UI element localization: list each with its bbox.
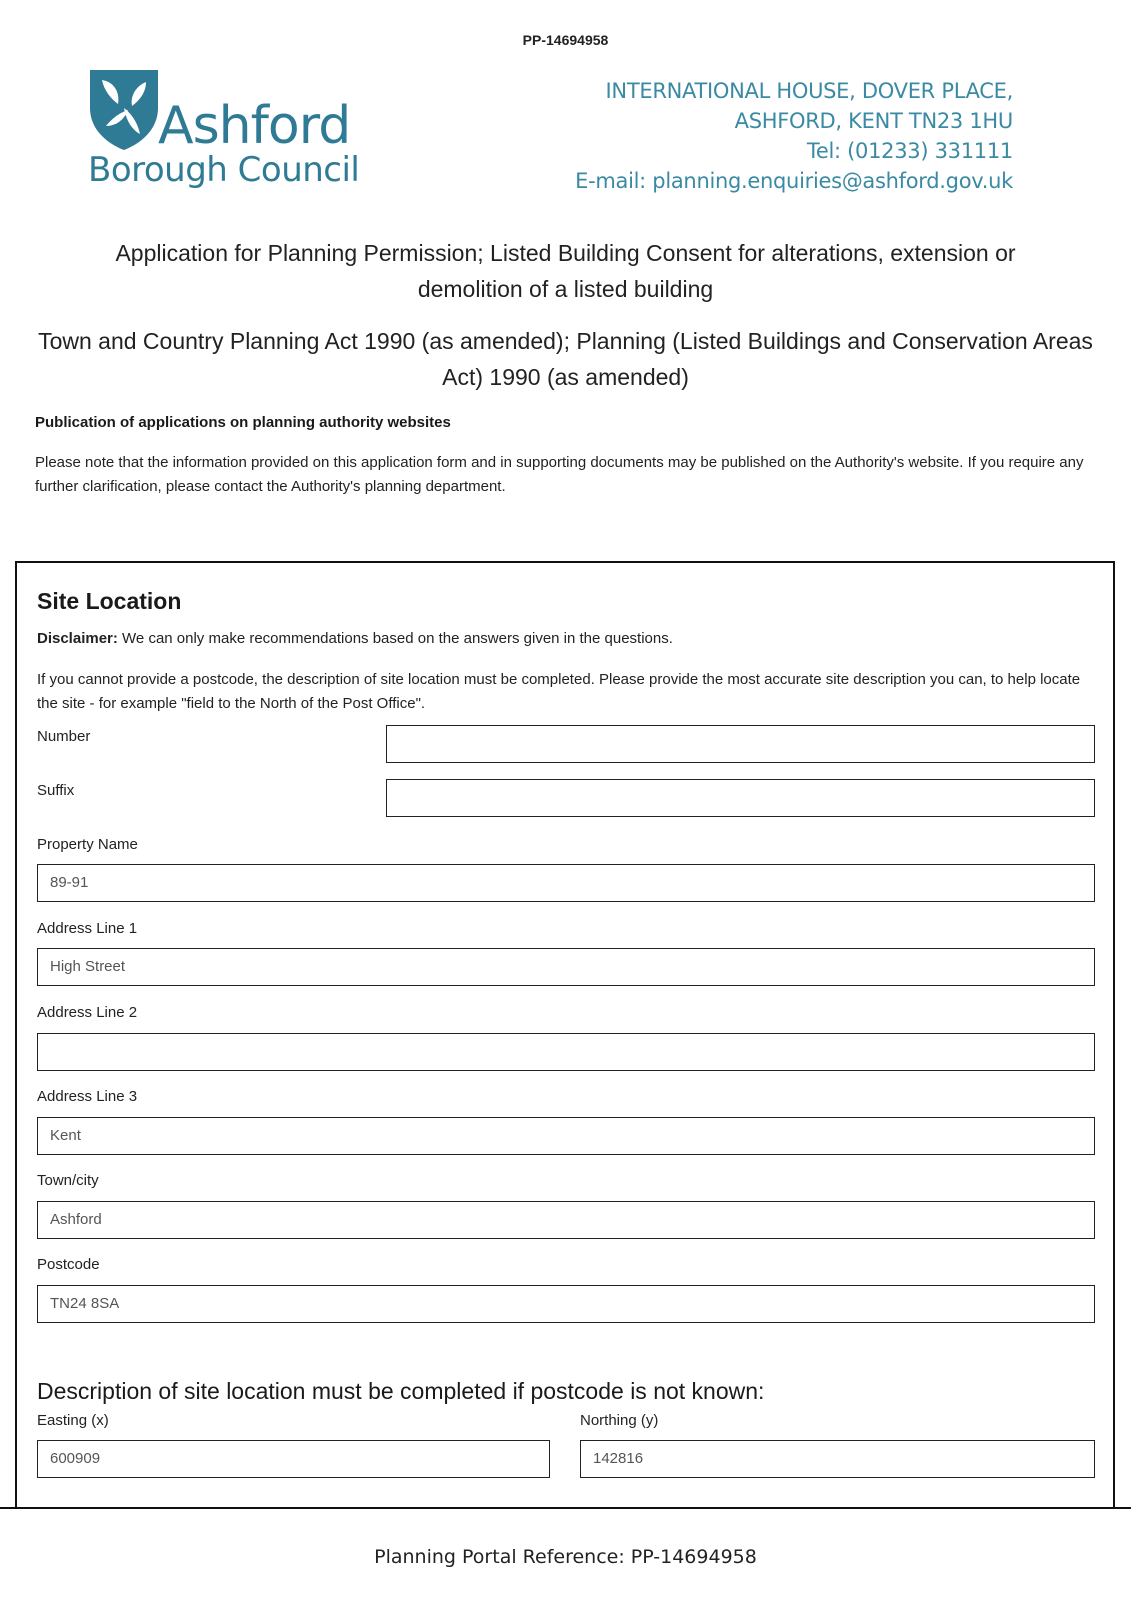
email: E-mail: planning.enquiries@ashford.gov.uk <box>575 169 1013 193</box>
acts-title: Town and Country Planning Act 1990 (as amended); Planning (Listed Buildings and Conservation Areas Act) 1990 (as amended) <box>38 328 1093 390</box>
suffix-field[interactable] <box>386 779 1095 817</box>
logo-subtitle: Borough Council <box>88 150 360 190</box>
address-line-1: INTERNATIONAL HOUSE, DOVER PLACE, <box>605 79 1013 103</box>
postcode-field[interactable]: TN24 8SA <box>37 1285 1095 1323</box>
disclaimer-label: Disclaimer: <box>37 630 118 647</box>
section-bottom-rule <box>0 1507 1131 1509</box>
disclaimer <box>37 630 673 647</box>
application-title: Application for Planning Permission; Listed Building Consent for alterations, extension or demolition of a listed building <box>115 240 1016 302</box>
telephone: Tel: (01233) 331111 <box>806 139 1013 163</box>
instruction-text: If you cannot provide a postcode, the description of site location must be completed. Please provide the most accurate site description you can, to help locate the site - for example "field to the North of the Post Office". <box>37 671 1081 712</box>
easting-label: Easting (x) <box>37 1412 109 1429</box>
contact-block <box>575 76 1013 196</box>
suffix-label: Suffix <box>37 782 75 799</box>
northing-field[interactable]: 142816 <box>580 1440 1095 1478</box>
town-field[interactable]: Ashford <box>37 1201 1095 1239</box>
address-line-2-field[interactable] <box>37 1033 1095 1071</box>
address-line-2-label: Address Line 2 <box>37 1004 138 1021</box>
number-label: Number <box>37 728 91 745</box>
address-line-1-label: Address Line 1 <box>37 920 138 937</box>
publication-text: Please note that the information provided on this application form and in supporting documents may be published on the Authority's website. If you require any further clarification, please contact the Authority's planning department. <box>35 454 1084 495</box>
town-label: Town/city <box>37 1172 99 1189</box>
address-line-3-label: Address Line 3 <box>37 1088 138 1105</box>
easting-field[interactable]: 600909 <box>37 1440 550 1478</box>
northing-label: Northing (y) <box>580 1412 659 1429</box>
address-line-2: ASHFORD, KENT TN23 1HU <box>734 109 1013 133</box>
address-line-1-field[interactable]: High Street <box>37 948 1095 986</box>
section-title: Site Location <box>37 588 182 614</box>
council-logo <box>88 68 388 198</box>
logo-name: Ashford <box>158 96 351 156</box>
reference-number: PP-14694958 <box>522 32 609 48</box>
property-name-label: Property Name <box>37 836 138 853</box>
property-name-field[interactable]: 89-91 <box>37 864 1095 902</box>
description-heading: Description of site location must be completed if postcode is not known: <box>37 1378 765 1404</box>
footer-reference: Planning Portal Reference: PP-14694958 <box>374 1546 757 1568</box>
postcode-label: Postcode <box>37 1256 100 1273</box>
council-emblem-icon <box>88 68 160 152</box>
address-line-3-field[interactable]: Kent <box>37 1117 1095 1155</box>
number-field[interactable] <box>386 725 1095 763</box>
disclaimer-text: We can only make recommendations based on the answers given in the questions. <box>117 630 673 647</box>
publication-heading: Publication of applications on planning authority websites <box>35 414 451 431</box>
